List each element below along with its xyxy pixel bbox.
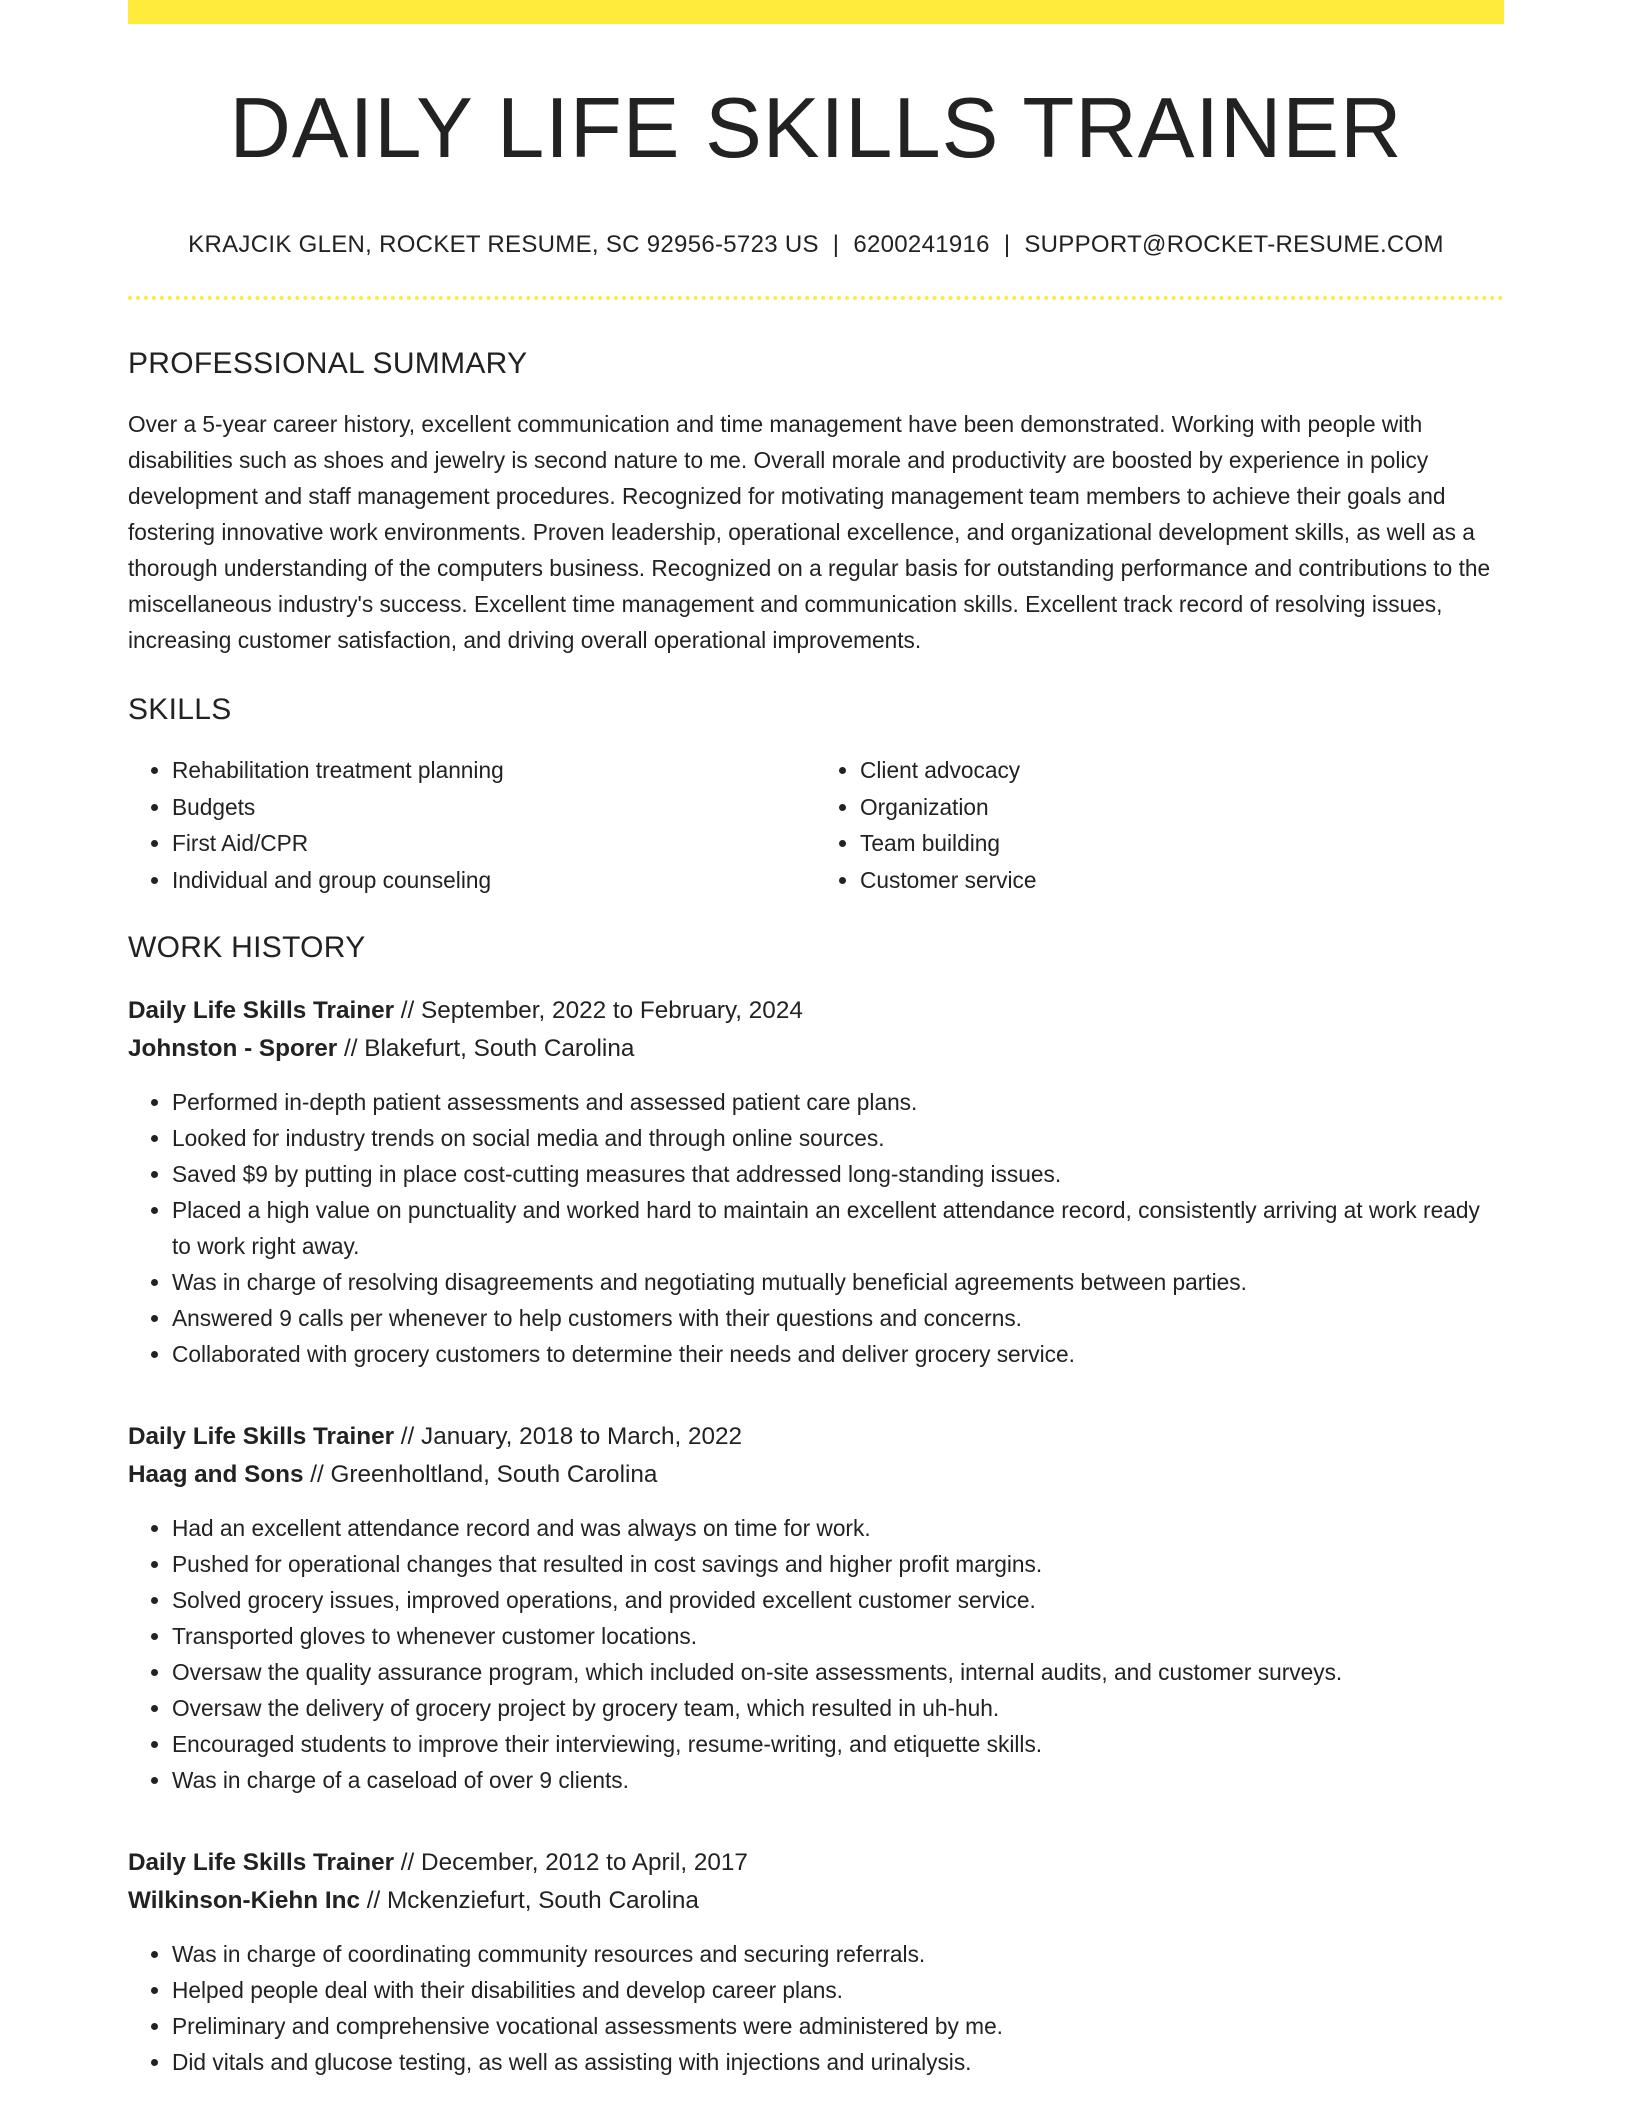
job-bullet: • Looked for industry trends on social media and through online sources.	[172, 1120, 1504, 1156]
contact-separator: |	[1003, 231, 1011, 259]
job-bullet-list	[128, 1510, 1504, 1798]
resume-page	[128, 0, 1504, 2080]
job-bullet: • Preliminary and comprehensive vocational assessments were administered by me.	[172, 2008, 1504, 2044]
contact-separator: |	[832, 231, 840, 259]
job-entry	[128, 1844, 1504, 2080]
job-bullet: • Saved $9 by putting in place cost-cutting measures that addressed long-standing issues.	[172, 1156, 1504, 1192]
job-bullet: • Helped people deal with their disabilities and develop career plans.	[172, 1972, 1504, 2008]
skills-column-right	[816, 752, 1504, 898]
job-location: // Blakefurt, South Carolina	[337, 1035, 635, 1063]
contact-phone: 6200241916	[853, 231, 990, 259]
job-dates: // December, 2012 to April, 2017	[394, 1849, 748, 1877]
job-bullet: • Was in charge of coordinating community resources and securing referrals.	[172, 1936, 1504, 1972]
job-bullet: • Oversaw the quality assurance program, which included on-site assessments, internal audits, and customer surveys.	[172, 1654, 1504, 1690]
job-title-line	[128, 1418, 1504, 1456]
job-bullet: • Oversaw the delivery of grocery project by grocery team, which resulted in uh-huh.	[172, 1690, 1504, 1726]
job-bullet: • Had an excellent attendance record and was always on time for work.	[172, 1510, 1504, 1546]
job-bullet: • Answered 9 calls per whenever to help customers with their questions and concerns.	[172, 1300, 1504, 1336]
skill-item: • Individual and group counseling	[172, 862, 816, 899]
accent-top-bar	[128, 0, 1504, 24]
skills-grid	[128, 752, 1504, 898]
job-location: // Mckenziefurt, South Carolina	[359, 1887, 699, 1915]
job-title: Daily Life Skills Trainer	[128, 997, 395, 1025]
job-bullet: • Did vitals and glucose testing, as well as assisting with injections and urinalysis.	[172, 2044, 1504, 2080]
job-bullet: • Performed in-depth patient assessments and assessed patient care plans.	[172, 1084, 1504, 1120]
skill-item: • Client advocacy	[860, 752, 1504, 789]
job-company-line	[128, 1882, 1504, 1920]
job-company: Wilkinson-Kiehn Inc	[128, 1887, 360, 1915]
skills-column-left	[128, 752, 816, 898]
job-company-line	[128, 1030, 1504, 1068]
job-title-line	[128, 1844, 1504, 1882]
skill-item: • Organization	[860, 789, 1504, 826]
work-history-heading: WORK HISTORY	[128, 931, 366, 965]
job-bullet: • Was in charge of resolving disagreements and negotiating mutually beneficial agreements between parties.	[172, 1264, 1504, 1300]
job-bullet: • Placed a high value on punctuality and worked hard to maintain an excellent attendance record, consistently arriving at work ready to work right away.	[172, 1192, 1504, 1264]
job-bullet: • Collaborated with grocery customers to determine their needs and deliver grocery service.	[172, 1336, 1504, 1372]
skill-item: • First Aid/CPR	[172, 825, 816, 862]
contact-email: SUPPORT@ROCKET-RESUME.COM	[1024, 231, 1444, 259]
summary-text: Over a 5-year career history, excellent communication and time management have been demonstrated. Working with people with disabilities such as shoes and jewelry is second nature to me. Overall morale and productivity are boosted by experience in policy development and staff management procedures. Recognized for motivating management team members to achieve their goals and fostering innovative work environments. Proven leadership, operational excellence, and organizational development skills, as well as a thorough understanding of the computers business. Recognized on a regular basis for outstanding performance and contributions to the miscellaneous industry's success. Excellent time management and communication skills. Excellent track record of resolving issues, increasing customer satisfaction, and driving overall operational improvements.	[128, 411, 1491, 654]
resume-title: DAILY LIFE SKILLS TRAINER	[229, 81, 1403, 176]
job-company: Johnston - Sporer	[128, 1035, 338, 1063]
contact-address: KRAJCIK GLEN, ROCKET RESUME, SC 92956-5723 US	[188, 231, 819, 259]
dotted-divider	[128, 296, 1504, 300]
skill-item: • Rehabilitation treatment planning	[172, 752, 816, 789]
job-bullet-list	[128, 1936, 1504, 2080]
job-entry	[128, 1418, 1504, 1798]
job-title-line	[128, 992, 1504, 1030]
job-bullet: • Pushed for operational changes that resulted in cost savings and higher profit margins.	[172, 1546, 1504, 1582]
job-title: Daily Life Skills Trainer	[128, 1849, 395, 1877]
summary-heading: PROFESSIONAL SUMMARY	[128, 347, 528, 381]
skill-item: • Team building	[860, 825, 1504, 862]
skill-item: • Budgets	[172, 789, 816, 826]
job-bullet: • Encouraged students to improve their interviewing, resume-writing, and etiquette skills.	[172, 1726, 1504, 1762]
job-title: Daily Life Skills Trainer	[128, 1423, 395, 1451]
job-dates: // January, 2018 to March, 2022	[394, 1423, 743, 1451]
skill-item: • Customer service	[860, 862, 1504, 899]
job-company: Haag and Sons	[128, 1461, 304, 1489]
job-entry	[128, 992, 1504, 1372]
job-bullet-list	[128, 1084, 1504, 1372]
job-company-line	[128, 1456, 1504, 1494]
contact-line	[128, 231, 1504, 260]
job-bullet: • Was in charge of a caseload of over 9 clients.	[172, 1762, 1504, 1798]
skills-heading: SKILLS	[128, 693, 232, 727]
job-bullet: • Transported gloves to whenever customer locations.	[172, 1618, 1504, 1654]
job-dates: // September, 2022 to February, 2024	[394, 997, 803, 1025]
job-bullet: • Solved grocery issues, improved operations, and provided excellent customer service.	[172, 1582, 1504, 1618]
job-location: // Greenholtland, South Carolina	[303, 1461, 658, 1489]
